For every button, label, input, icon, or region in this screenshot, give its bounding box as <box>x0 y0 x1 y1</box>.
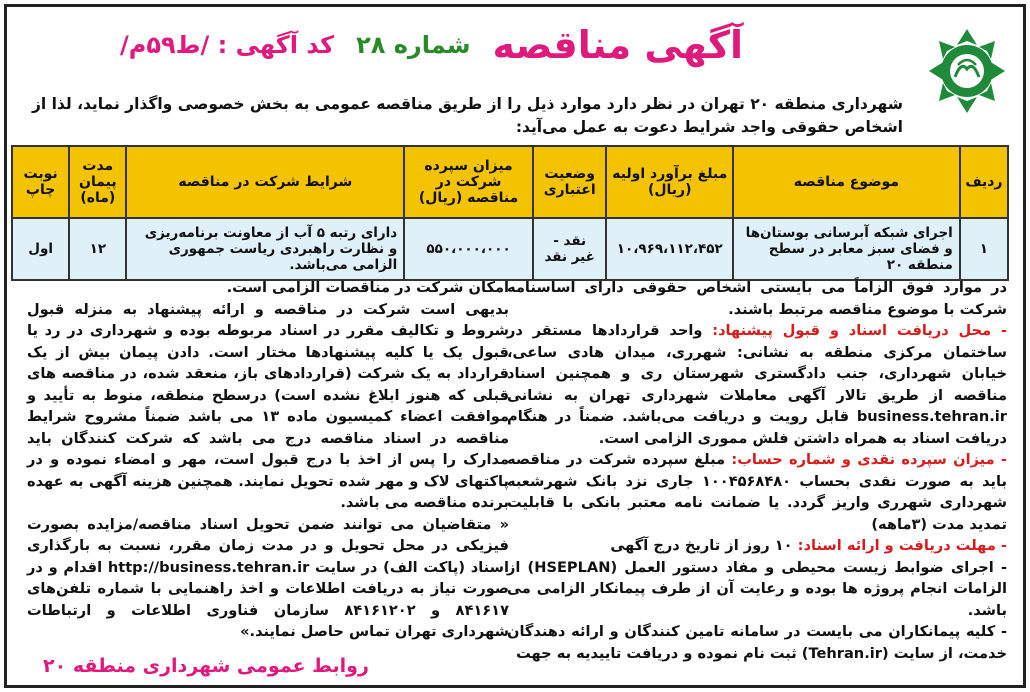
header-subject: موضوع مناقصه <box>733 146 960 218</box>
table-header-row <box>12 146 1008 218</box>
header-credit: وضعیت اعتباری <box>533 146 607 218</box>
cell-credit: نقد - غیر نقد <box>533 218 607 280</box>
advertisement-frame <box>4 4 1026 688</box>
deposit-paragraph <box>507 449 1007 535</box>
documents-flash-note: ضمناً در هنگام دریافت اسناد به همراه داشتن فلش مموری الزامی است. <box>507 408 1007 447</box>
cell-row-number: ۱ <box>960 218 1008 280</box>
cell-conditions: دارای رتبه ۵ آب از معاونت برنامه‌ریزی و نظارت راهبردی ریاست جمهوری الزامی می‌باشد. <box>126 218 404 280</box>
ad-code: کد آگهی : /ط۵۹م/ <box>119 31 335 59</box>
header-duration: مدت پیمان (ماه) <box>69 146 126 218</box>
right-column <box>507 277 1007 664</box>
deposit-text-1: مبلغ سپرده شرکت در مناقصه باید <box>507 451 1007 490</box>
documents-label: - محل دریافت اسناد و قبول پیشنهاد: <box>712 322 1007 339</box>
intro-paragraph <box>21 93 903 139</box>
intro-highlight: شهرداری منطقه ۲۰ تهران <box>700 95 903 113</box>
cell-print: اول <box>12 218 69 280</box>
cell-estimate: ۱۰،۹۶۹،۱۱۲،۴۵۲ <box>606 218 733 280</box>
deadline-paragraph <box>507 535 1007 557</box>
tehran-municipality-logo-icon <box>925 25 1009 117</box>
ad-number: شماره ۲۸ <box>356 31 471 59</box>
registration-paragraph: - کلیه پیمانکاران می بایست در سامانه تامین کنندگان و ارائه دهندگان خدمت، از سایت (Tehran.ir) ثبت نام نموده و دریافت تاییدیه به جهت <box>507 623 1007 662</box>
ad-title: آگهی مناقصه <box>492 23 743 67</box>
ad-header <box>37 13 903 73</box>
hse-paragraph: - اجرای ضوابط زیست محیطی و مفاد دستور العمل (HSEPLAN) از الزامات انجام پروژه ها بوده و رعایت آن از طرف پیمانکار الزامی می باشد. <box>507 558 1008 619</box>
requirement-paragraph: در موارد فوق الزاماً می بایستی اشخاص حقوقی دارای اساسنامه شرکت با موضوع مناقصه مرتبط باشند. <box>507 279 1007 318</box>
header-deposit: میزان سپرده شرکت در مناقصه (ریال) <box>404 146 533 218</box>
header-row-number: ردیف <box>960 146 1008 218</box>
left-column <box>27 277 509 643</box>
documents-paragraph <box>507 320 1007 449</box>
header-conditions: شرایط شرکت در مناقصه <box>126 146 404 218</box>
header-estimate: مبلغ برآورد اولیه (ریال) <box>606 146 733 218</box>
intro-text: در نظر دارد موارد ذیل را از طریق مناقصه عمومی به بخش خصوصی واگذار نماید، لذا از اشخاص حقوقی واجد شرایط دعوت به عمل می‌آید: <box>31 95 903 136</box>
cell-subject: اجرای شبکه آبرسانی بوستان‌ها و فضای سبز معابر در سطح منطقه ۲۰ <box>733 218 960 280</box>
documents-text: واحد قراردادها مستقر در ساختمان مرکزی منطقه به نشانی: شهرری، میدان هادی ساعی، خیابان شهرداری، جنب دادگستری شهرستان ری و همچنین اسناد مناقصه از طریق تالار آگهی معاملات شهرداری تهران به نشانی business.tehran.ir قابل رویت و دریافت می‌باشد. <box>507 322 1007 425</box>
deadline-text: ۱۰ روز از تاریخ درج آگهی <box>610 537 798 554</box>
cell-deposit: ۵۵۰،۰۰۰،۰۰۰ <box>404 218 533 280</box>
cell-duration: ۱۲ <box>69 218 126 280</box>
header-print: نوبت چاپ <box>12 146 69 218</box>
public-relations-signature: روابط عمومی شهرداری منطقه ۲۰ <box>43 655 369 677</box>
deposit-text-2: بحساب ۱۰۰۴۵۶۸۴۸۰ جاری نزد بانک شهرشعبه شهرداری شهرری واریز گردد. یا ضمانت نامه معتبر بانکی با قابلیت تمدید مدت (۳ماهه) <box>507 472 1007 533</box>
table-row <box>12 218 1008 280</box>
deposit-cash-note: به صورت نقدی <box>858 472 974 490</box>
deposit-label: - میزان سپرده نقدی و شماره حساب: <box>731 451 1007 468</box>
continuation-paragraph: امکان شرکت در مناقصات الزامی است. <box>226 279 509 296</box>
tender-table <box>11 145 1009 281</box>
terms-paragraph: بدیهی است شرکت در مناقصه و ارائه پیشنهاد به منزله قبول شروط و تکالیف مقرر در اسناد مربوطه بوده و شهرداری در رد یا قبول یک یا کلیه پیشنهادها مختار است. دادن پیمان بیش از یک قرارداد به یک شرکت (قراردادهای باز، منعقد شده، در مناقصه های قبلی که هنوز ابلاغ نشده است) درسطح منطقه، منوط به تأیید و موافقت اعضاء کمیسیون ماده ۱۳ می باشد ضمناً مشروح شرایط مناقصه در اسناد مناقصه درج می باشد که شرکت کنندگان باید مدارک را پس از اخذ با درج قبول است، مهر و امضاء نموده و در پاکتهای لاک و مهر شده تحویل نمایند. همچنین هزینه آگهی به عهده برنده مناقصه می باشد. <box>27 300 509 511</box>
deadline-label: - مهلت دریافت و ارائه اسناد: <box>797 537 1007 554</box>
contact-paragraph: « متقاضیان می توانند ضمن تحویل اسناد مناقصه/مزایده بصورت فیزیکی در محل تحویل و در مدت زمان مقرر، نسبت به بارگذاری اسناد (پاکت الف) در سایت http://business.tehran.ir اقدام و در صورت نیاز به دریافت اطلاعات و اخذ راهنمایی با شماره تلفن‌های ۸۴۱۶۱۷ و ۸۴۱۶۱۲۰۲ سازمان فناوری اطلاعات و ارتباطات شهرداری تهران تماس حاصل نمایند.» <box>27 515 509 640</box>
